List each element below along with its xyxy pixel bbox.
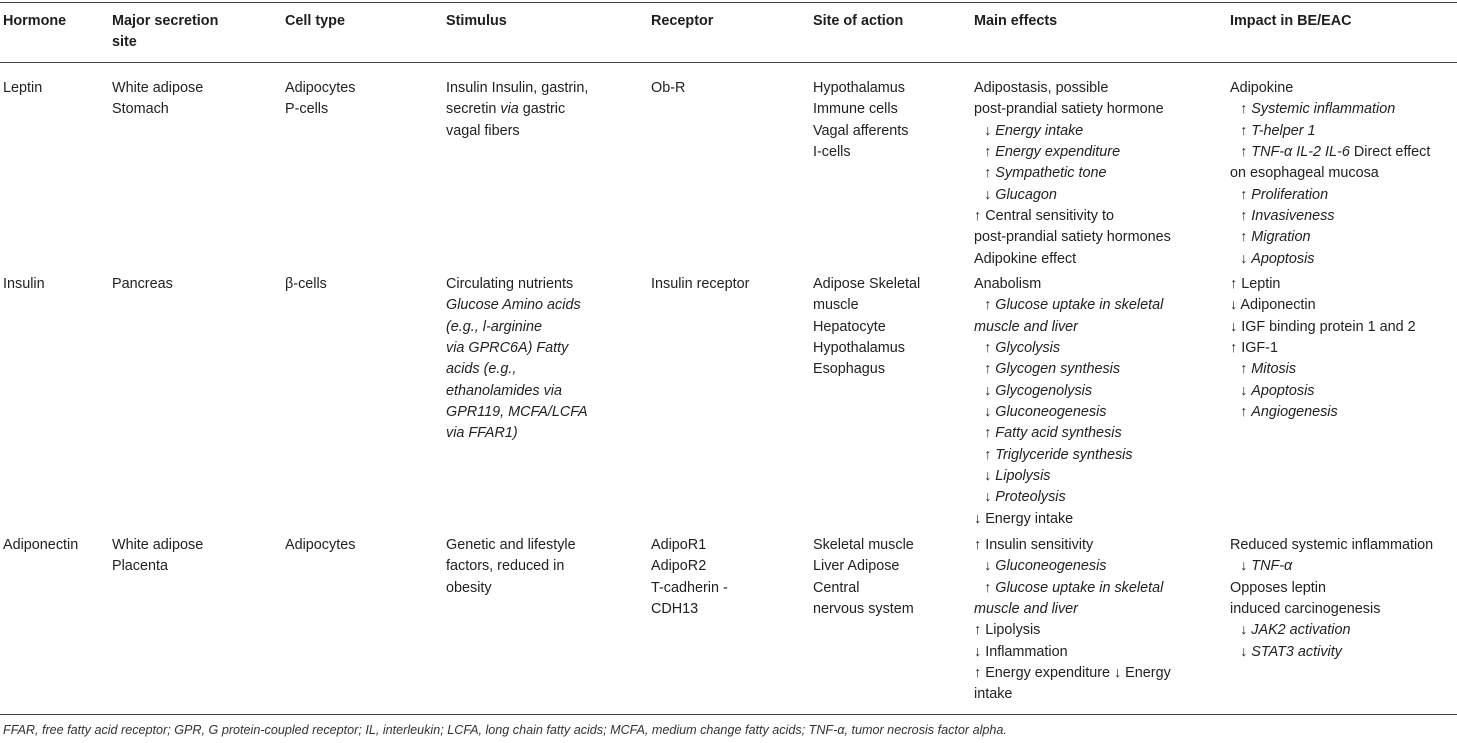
cell-impact (1230, 274, 1416, 423)
italic-text: T-helper 1 (1251, 122, 1316, 139)
italic-text: JAK2 activation (1251, 622, 1351, 639)
cell-line (813, 535, 914, 556)
italic-text: Glucose uptake in skeletal (995, 579, 1164, 596)
cell-line (1230, 99, 1430, 120)
text: ↓ Inflammation (974, 643, 1068, 660)
cell-line (1230, 642, 1433, 663)
column-header-line: Main effects (974, 13, 1058, 29)
text: ↓ IGF binding protein 1 and 2 (1230, 318, 1416, 335)
text: ↑ (1240, 144, 1252, 161)
cell-line (813, 599, 914, 620)
cell-receptor (651, 274, 749, 295)
cell-line (285, 78, 355, 99)
text: nervous system (813, 601, 914, 618)
text: Hypothalamus (813, 80, 905, 96)
cell-line (112, 274, 173, 295)
column-header-line: Impact in BE/EAC (1230, 13, 1352, 29)
text: Skeletal muscle (813, 537, 914, 553)
italic-text: via FFAR1) (446, 425, 518, 442)
text: Vagal afferents (813, 122, 909, 139)
cell-line (446, 295, 588, 316)
bottom-rule (0, 714, 1457, 715)
cell-line (974, 227, 1171, 248)
cell-cell-type (285, 535, 355, 556)
text: ↑ (1240, 229, 1252, 246)
cell-line (974, 274, 1163, 295)
text: ↑ Leptin (1230, 276, 1281, 292)
text: ↓ (984, 489, 996, 506)
text: Liver Adipose (813, 558, 900, 575)
cell-line (446, 578, 576, 599)
text: ↑ (984, 446, 996, 463)
text: ↓ Energy intake (974, 510, 1074, 527)
cell-line (651, 556, 728, 577)
text: ↑ IGF-1 (1230, 340, 1278, 357)
text: ↑ (1240, 122, 1252, 139)
cell-line (813, 578, 914, 599)
column-header-line: Receptor (651, 13, 714, 29)
column-header-secretion-site (112, 11, 218, 53)
text: ↑ (984, 165, 996, 182)
cell-secretion-site (112, 535, 203, 578)
italic-text: TNF-α (1251, 558, 1293, 575)
cell-hormone (3, 274, 45, 295)
italic-text: Lipolysis (995, 468, 1051, 485)
cell-line (651, 535, 728, 556)
column-header-line: site (112, 34, 137, 50)
column-header-site-of-action (813, 11, 903, 32)
cell-line (974, 466, 1163, 487)
cell-impact (1230, 78, 1430, 270)
cell-site-of-action (813, 78, 908, 163)
column-header-stimulus (446, 11, 507, 32)
cell-line (813, 78, 908, 99)
text: Central (813, 579, 860, 596)
text: obesity (446, 579, 492, 596)
cell-line (974, 599, 1171, 620)
text: ↑ Insulin sensitivity (974, 537, 1094, 553)
cell-line (1230, 78, 1430, 99)
text: Adipokine (1230, 80, 1294, 96)
italic-text: STAT3 activity (1251, 643, 1342, 660)
header-rule (0, 62, 1457, 63)
text: Immune cells (813, 101, 898, 118)
text: Reduced systemic inflammation (1230, 537, 1434, 553)
italic-text: Gluconeogenesis (995, 558, 1107, 575)
italic-text: Energy intake (995, 122, 1084, 139)
italic-text: Apoptosis (1251, 250, 1315, 267)
cell-line (974, 535, 1171, 556)
cell-line (1230, 249, 1430, 270)
italic-text: (e.g., l-arginine (446, 318, 542, 335)
italic-text: GPR119, MCFA/LCFA (446, 404, 588, 421)
cell-main-effects (974, 78, 1171, 270)
text: ↑ (1240, 208, 1252, 225)
cell-line (1230, 402, 1416, 423)
text: White adipose (112, 80, 204, 96)
italic-text: Triglyceride synthesis (995, 446, 1133, 463)
cell-secretion-site (112, 78, 203, 121)
italic-text: Apoptosis (1251, 382, 1315, 399)
cell-cell-type (285, 274, 327, 295)
cell-line (974, 642, 1171, 663)
cell-secretion-site (112, 274, 173, 295)
text: Genetic and lifestyle (446, 537, 576, 553)
cell-main-effects (974, 535, 1171, 706)
cell-stimulus (446, 274, 588, 445)
cell-line (813, 317, 920, 338)
cell-line (813, 295, 920, 316)
text: vagal fibers (446, 122, 520, 139)
text: ↓ (984, 558, 996, 575)
cell-line (974, 663, 1171, 684)
cell-line (813, 142, 908, 163)
text: ↓ (1240, 382, 1252, 399)
italic-text: Fatty acid synthesis (995, 425, 1122, 442)
cell-line (446, 381, 588, 402)
cell-line (446, 556, 576, 577)
cell-line (974, 317, 1163, 338)
text: ↑ Lipolysis (974, 622, 1041, 639)
text: CDH13 (651, 601, 699, 618)
cell-line (813, 556, 914, 577)
cell-line (446, 78, 588, 99)
cell-line (446, 338, 588, 359)
text: Leptin (3, 80, 43, 96)
text: Circulating nutrients (446, 276, 574, 292)
italic-text: Systemic inflammation (1251, 101, 1396, 118)
column-header-main-effects (974, 11, 1057, 32)
text: White adipose (112, 537, 204, 553)
cell-line (446, 423, 588, 444)
text: Insulin receptor (651, 276, 750, 292)
text: ↑ (984, 297, 996, 314)
text: Placenta (112, 558, 169, 575)
cell-line (1230, 381, 1416, 402)
cell-line (1230, 121, 1430, 142)
text: ↓ (984, 122, 996, 139)
cell-line (112, 556, 203, 577)
text: Insulin Insulin, gastrin, (446, 80, 589, 96)
text: intake (974, 686, 1013, 703)
text: ↑ (1240, 404, 1252, 421)
italic-text: muscle and liver (974, 601, 1078, 618)
text: factors, reduced in (446, 558, 565, 575)
italic-text: Glucose uptake in skeletal (995, 297, 1164, 314)
cell-line (974, 249, 1171, 270)
cell-line (1230, 338, 1416, 359)
text: gastric (518, 101, 566, 118)
cell-line (446, 317, 588, 338)
text: Esophagus (813, 361, 886, 378)
text: Adipocytes (285, 537, 356, 553)
cell-line (974, 684, 1171, 705)
cell-line (1230, 185, 1430, 206)
cell-line (974, 185, 1171, 206)
cell-line (1230, 206, 1430, 227)
cell-stimulus (446, 535, 576, 599)
cell-line (974, 620, 1171, 641)
italic-text: Proteolysis (995, 489, 1066, 506)
cell-line (1230, 556, 1433, 577)
cell-line (446, 274, 588, 295)
cell-hormone (3, 535, 78, 556)
column-header-line: Major secretion (112, 13, 219, 29)
cell-line (974, 78, 1171, 99)
text: ↑ Energy expenditure ↓ Energy (974, 665, 1171, 682)
cell-line (651, 599, 728, 620)
cell-line (3, 274, 45, 295)
cell-main-effects (974, 274, 1163, 530)
cell-line (813, 121, 908, 142)
cell-line (1230, 163, 1430, 184)
cell-cell-type (285, 78, 355, 121)
text: ↑ (984, 361, 996, 378)
cell-line (3, 78, 42, 99)
cell-line (974, 381, 1163, 402)
cell-line (813, 359, 920, 380)
text: ↓ (984, 382, 996, 399)
cell-line (813, 99, 908, 120)
text: I-cells (813, 144, 851, 161)
text: Opposes leptin (1230, 579, 1326, 596)
italic-text: TNF-α IL-2 IL-6 (1251, 144, 1350, 161)
text: T-cadherin - (651, 579, 728, 596)
cell-line (813, 274, 920, 295)
cell-line (651, 78, 685, 99)
cell-line (974, 99, 1171, 120)
text: post-prandial satiety hormone (974, 101, 1164, 118)
text: Stomach (112, 101, 169, 118)
text: ↓ (984, 404, 996, 421)
text: on esophageal mucosa (1230, 165, 1379, 182)
cell-line (1230, 317, 1416, 338)
text: Adiponectin (3, 537, 79, 553)
italic-text: via GPRC6A) Fatty (446, 340, 569, 357)
italic-text: Gluconeogenesis (995, 404, 1107, 421)
cell-line (974, 487, 1163, 508)
text: ↑ (984, 425, 996, 442)
italic-text: Glycolysis (995, 340, 1061, 357)
cell-line (974, 509, 1163, 530)
text: Adipocytes (285, 80, 356, 96)
cell-line (651, 578, 728, 599)
italic-text: muscle and liver (974, 318, 1078, 335)
cell-line (446, 535, 576, 556)
italic-text: via (500, 101, 519, 118)
cell-line (112, 78, 203, 99)
cell-line (974, 578, 1171, 599)
italic-text: Glucagon (995, 186, 1057, 203)
italic-text: Sympathetic tone (995, 165, 1107, 182)
cell-line (1230, 359, 1416, 380)
text: ↑ (1240, 101, 1252, 118)
column-header-line: Cell type (285, 13, 345, 29)
column-header-line: Hormone (3, 13, 67, 29)
italic-text: Energy expenditure (995, 144, 1121, 161)
column-header-receptor (651, 11, 713, 32)
cell-line (651, 274, 749, 295)
text: ↑ (984, 144, 996, 161)
cell-line (1230, 578, 1433, 599)
cell-line (446, 359, 588, 380)
text: ↑ (984, 340, 996, 357)
cell-line (974, 142, 1171, 163)
italic-text: Glucose Amino acids (446, 297, 581, 314)
cell-line (446, 402, 588, 423)
text: Pancreas (112, 276, 173, 292)
cell-line (974, 402, 1163, 423)
cell-site-of-action (813, 274, 920, 381)
text: ↓ (1240, 558, 1252, 575)
cell-receptor (651, 78, 685, 99)
cell-line (446, 121, 588, 142)
text: ↓ (984, 186, 996, 203)
text: AdipoR2 (651, 558, 707, 575)
column-header-line: Site of action (813, 13, 904, 29)
italic-text: Invasiveness (1251, 208, 1335, 225)
text: ↓ Adiponectin (1230, 297, 1316, 314)
cell-line (446, 99, 588, 120)
text: muscle (813, 297, 859, 314)
cell-hormone (3, 78, 42, 99)
cell-line (1230, 599, 1433, 620)
cell-line (974, 423, 1163, 444)
text: AdipoR1 (651, 537, 707, 553)
italic-text: Proliferation (1251, 186, 1329, 203)
cell-impact (1230, 535, 1433, 663)
cell-line (974, 206, 1171, 227)
italic-text: Mitosis (1251, 361, 1297, 378)
cell-line (285, 99, 355, 120)
text: Adipostasis, possible (974, 80, 1109, 96)
cell-receptor (651, 535, 728, 620)
column-header-impact (1230, 11, 1352, 32)
cell-line (1230, 274, 1416, 295)
text: secretin (446, 101, 501, 118)
italic-text: Glycogenolysis (995, 382, 1093, 399)
italic-text: acids (e.g., (446, 361, 517, 378)
text: Hepatocyte (813, 318, 886, 335)
text: Anabolism (974, 276, 1042, 292)
cell-site-of-action (813, 535, 914, 620)
cell-line (974, 295, 1163, 316)
cell-line (974, 121, 1171, 142)
text: induced carcinogenesis (1230, 601, 1381, 618)
text: ↑ Central sensitivity to (974, 208, 1114, 225)
table-footnote: FFAR, free fatty acid receptor; GPR, G protein-coupled receptor; IL, interleukin; LCFA, long chain fatty acids; MCFA, medium change fatty acids; TNF-α, tumor necrosis factor alpha. (3, 723, 1007, 737)
text: Insulin (3, 276, 45, 292)
cell-line (974, 163, 1171, 184)
text: ↑ (1240, 361, 1252, 378)
cell-line (112, 535, 203, 556)
text: P-cells (285, 101, 329, 118)
text: Adipose Skeletal (813, 276, 921, 292)
italic-text: ethanolamides via (446, 382, 562, 399)
cell-line (112, 99, 203, 120)
cell-line (1230, 535, 1433, 556)
text: β-cells (285, 276, 327, 292)
text: ↓ (984, 468, 996, 485)
text: Adipokine effect (974, 250, 1077, 267)
text: ↑ (1240, 186, 1252, 203)
cell-line (1230, 620, 1433, 641)
cell-line (974, 556, 1171, 577)
cell-line (974, 338, 1163, 359)
italic-text: Migration (1251, 229, 1311, 246)
column-header-cell-type (285, 11, 345, 32)
text: ↓ (1240, 622, 1252, 639)
text: ↓ (1240, 643, 1252, 660)
italic-text: Angiogenesis (1251, 404, 1338, 421)
cell-line (974, 359, 1163, 380)
text: post-prandial satiety hormones (974, 229, 1171, 246)
cell-line (813, 338, 920, 359)
cell-line (3, 535, 78, 556)
cell-line (285, 535, 355, 556)
text: ↓ (1240, 250, 1252, 267)
top-rule (0, 2, 1457, 3)
cell-stimulus (446, 78, 588, 142)
text: Ob-R (651, 80, 686, 96)
cell-line (1230, 142, 1430, 163)
cell-line (974, 445, 1163, 466)
text: Direct effect (1349, 144, 1431, 161)
column-header-hormone (3, 11, 66, 32)
cell-line (1230, 295, 1416, 316)
italic-text: Glycogen synthesis (995, 361, 1121, 378)
column-header-line: Stimulus (446, 13, 507, 29)
cell-line (285, 274, 327, 295)
text: ↑ (984, 579, 996, 596)
cell-line (1230, 227, 1430, 248)
text: Hypothalamus (813, 340, 905, 357)
